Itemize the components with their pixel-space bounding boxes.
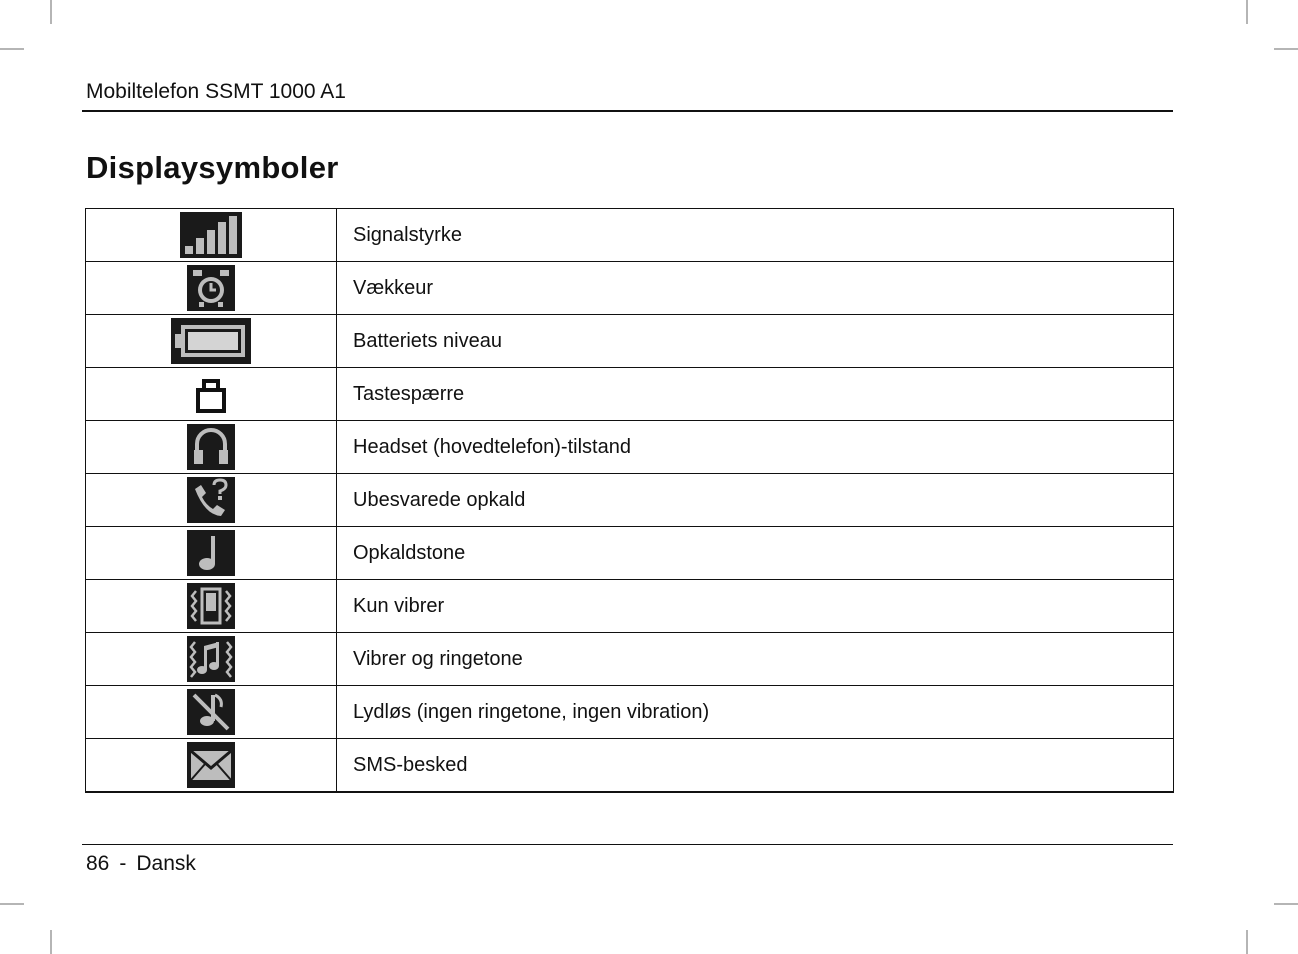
- row-label: Ubesvarede opkald: [337, 474, 1174, 527]
- keypad-lock-icon: [194, 373, 228, 415]
- row-label: Signalstyrke: [337, 209, 1174, 262]
- alarm-clock-icon: [187, 265, 235, 311]
- row-label: Opkaldstone: [337, 527, 1174, 580]
- table-row: [86, 686, 1174, 739]
- row-label: Kun vibrer: [337, 580, 1174, 633]
- silent-icon: [187, 689, 235, 735]
- row-label: Vibrer og ringetone: [337, 633, 1174, 686]
- crop-mark: [1274, 48, 1298, 50]
- row-label: Lydløs (ingen ringetone, ingen vibration): [337, 686, 1174, 739]
- table-row: [86, 527, 1174, 580]
- table-row: [86, 209, 1174, 262]
- signal-strength-icon: [180, 212, 242, 258]
- table-row: [86, 633, 1174, 686]
- table-row: [86, 739, 1174, 793]
- row-label: Vækkeur: [337, 262, 1174, 315]
- row-label: Tastespærre: [337, 368, 1174, 421]
- crop-mark: [1246, 930, 1248, 954]
- row-label: Batteriets niveau: [337, 315, 1174, 368]
- table-row: [86, 368, 1174, 421]
- page-title: Displaysymboler: [86, 150, 339, 185]
- footer-separator: -: [119, 852, 127, 875]
- page-footer: [86, 852, 196, 876]
- display-symbols-table: [85, 208, 1174, 793]
- table-row: [86, 262, 1174, 315]
- table-row: [86, 580, 1174, 633]
- table-row: [86, 315, 1174, 368]
- footer-language: Dansk: [136, 852, 196, 875]
- footer-rule: [82, 844, 1173, 845]
- table-row: [86, 474, 1174, 527]
- crop-mark: [50, 930, 52, 954]
- vibrate-icon: [187, 583, 235, 629]
- row-label: Headset (hovedtelefon)-tilstand: [337, 421, 1174, 474]
- row-label: SMS-besked: [337, 739, 1174, 793]
- ringtone-icon: [187, 530, 235, 576]
- crop-mark: [0, 903, 24, 905]
- table-row: [86, 421, 1174, 474]
- sms-envelope-icon: [187, 742, 235, 788]
- crop-mark: [0, 48, 24, 50]
- running-header: Mobiltelefon SSMT 1000 A1: [86, 80, 346, 103]
- vibrate-ring-icon: [187, 636, 235, 682]
- page-number: 86: [86, 852, 110, 875]
- battery-icon: [171, 318, 251, 364]
- missed-call-icon: [187, 477, 235, 523]
- header-rule: [82, 110, 1173, 112]
- crop-mark: [50, 0, 52, 24]
- headset-icon: [187, 424, 235, 470]
- crop-mark: [1246, 0, 1248, 24]
- crop-mark: [1274, 903, 1298, 905]
